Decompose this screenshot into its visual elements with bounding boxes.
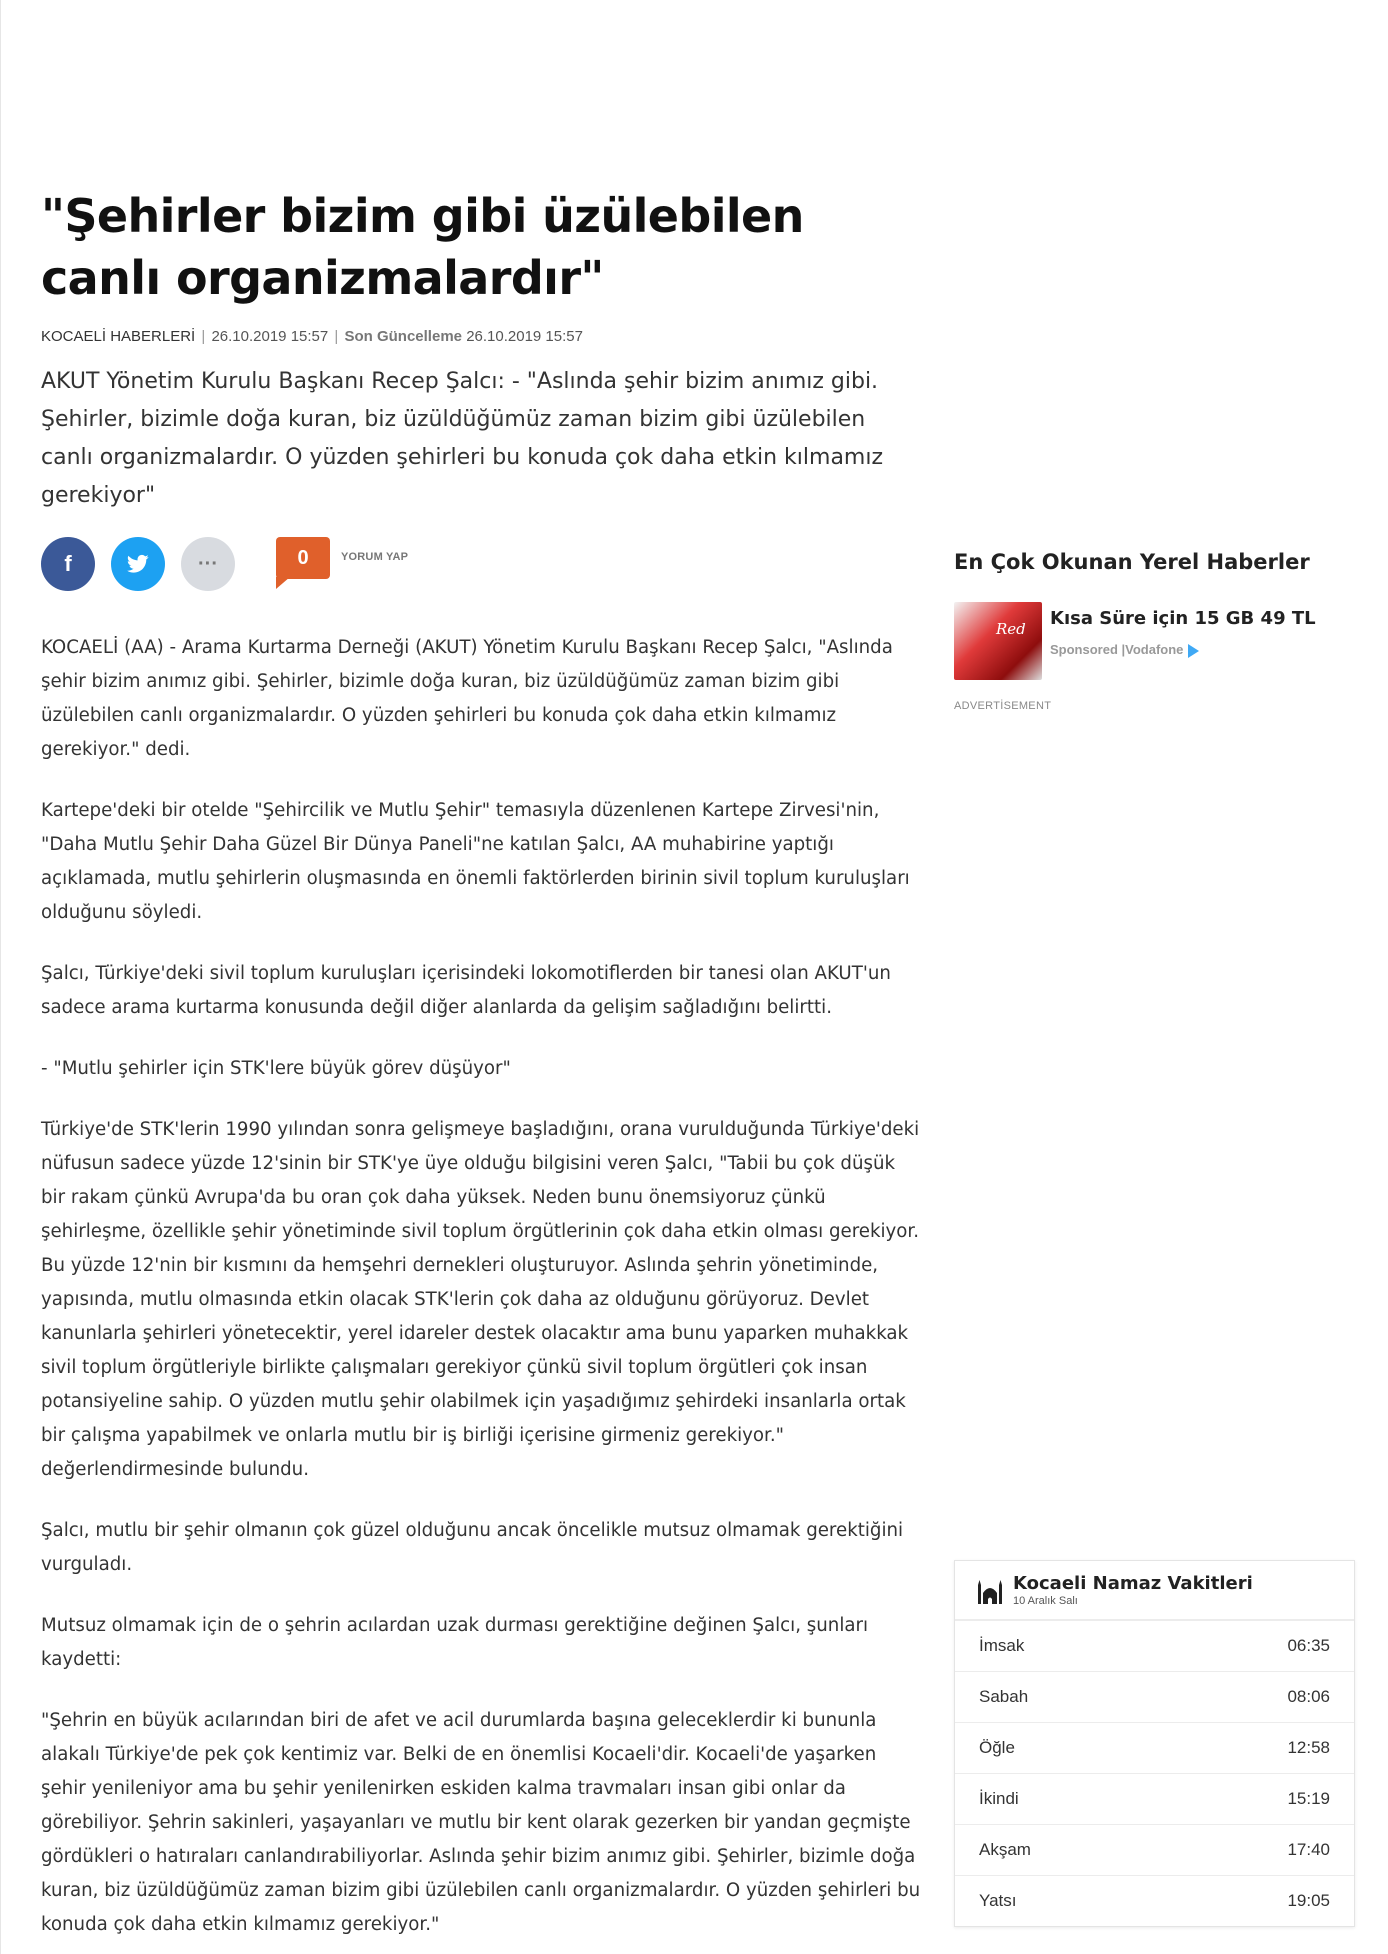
prayer-times-header — [955, 1561, 1354, 1621]
prayer-times-widget — [954, 1560, 1355, 1927]
prayer-row — [955, 1825, 1354, 1876]
prayer-row — [955, 1774, 1354, 1825]
prayer-name: Sabah — [979, 1687, 1029, 1706]
comment-link[interactable]: YORUM YAP — [341, 551, 409, 563]
prayer-time: 15:19 — [1287, 1789, 1330, 1808]
article-subheading: - "Mutlu şehirler için STK'lere büyük görev düşüyor" — [41, 1058, 511, 1079]
ad-sponsor-text: Sponsored |Vodafone — [1050, 642, 1184, 657]
sidebar — [954, 550, 1354, 712]
mosque-icon — [977, 1579, 1003, 1605]
ad-thumbnail[interactable] — [954, 602, 1042, 680]
updated-label: Son Güncelleme — [344, 328, 463, 345]
article-paragraph: Şalcı, Türkiye'deki sivil toplum kuruluşları içerisindeki lokomotiflerden bir tanesi olan AKUT'un sadece arama kurtarma konusunda değil diğer alanlarda da gelişim sağladığını belirtti. — [41, 963, 891, 1018]
article-body — [41, 631, 921, 1942]
article-paragraph: Mutsuz olmamak için de o şehrin acılardan uzak durması gerektiğine değinen Şalcı, şunları kaydetti: — [41, 1615, 869, 1670]
article-paragraph: KOCAELİ (AA) - Arama Kurtarma Derneği (AKUT) Yönetim Kurulu Başkanı Recep Şalcı, "Aslında şehir bizim anımız gibi. Şehirler, bizimle doğa kuran, biz üzüldüğümüz zaman bizim gibi üzülebilen canlı organizmalardır. O yüzden şehirleri bu konuda çok daha etkin kılmamız gerekiyor." dedi. — [41, 637, 893, 760]
article-paragraph: Kartepe'deki bir otelde "Şehircilik ve Mutlu Şehir" temasıyla düzenlenen Kartepe Zirvesi'nin, "Daha Mutlu Şehir Daha Güzel Bir Dünya Paneli"ne katılan Şalcı, AA muhabirine yaptığı açıklamada, mutlu şehirlerin oluşmasında en önemli faktörlerden birinin sivil toplum kuruluşları olduğunu söyledi. — [41, 800, 910, 923]
prayer-time: 06:35 — [1287, 1636, 1330, 1655]
published-date: 26.10.2019 15:57 — [211, 328, 329, 345]
comment-count: 0 — [297, 546, 309, 569]
prayer-time: 12:58 — [1287, 1738, 1330, 1757]
share-bar — [41, 537, 921, 597]
prayer-name: Öğle — [979, 1738, 1015, 1757]
ad-choices-icon[interactable] — [1188, 644, 1199, 658]
article-paragraph: Şalcı, mutlu bir şehir olmanın çok güzel olduğunu ancak öncelikle mutsuz olmamak gerektiğini vurguladı. — [41, 1520, 904, 1575]
article-meta: KOCAELİ HABERLERİ | 26.10.2019 15:57 | Son Güncelleme 26.10.2019 15:57 — [41, 328, 583, 345]
facebook-share-button[interactable] — [41, 537, 95, 591]
ad-sponsor — [1050, 642, 1199, 658]
sponsored-ad[interactable] — [954, 602, 1354, 682]
advertisement-label: ADVERTİSEMENT — [954, 700, 1052, 712]
prayer-row — [955, 1672, 1354, 1723]
more-icon: ··· — [198, 552, 218, 575]
updated-date: 26.10.2019 15:57 — [466, 328, 583, 345]
prayer-times-title: Kocaeli Namaz Vakitleri — [1013, 1573, 1253, 1594]
article-title: "Şehirler bizim gibi üzülebilen canlı organizmalardır" — [41, 189, 804, 305]
ad-title-link[interactable]: Kısa Süre için 15 GB 49 TL — [1050, 608, 1316, 629]
prayer-time: 19:05 — [1287, 1891, 1330, 1910]
prayer-row — [955, 1621, 1354, 1672]
category-link[interactable]: KOCAELİ HABERLERİ — [41, 328, 196, 345]
prayer-name: Akşam — [979, 1840, 1031, 1859]
prayer-time: 08:06 — [1287, 1687, 1330, 1706]
prayer-name: İkindi — [979, 1789, 1019, 1808]
prayer-time: 17:40 — [1287, 1840, 1330, 1859]
ad-logo: Red — [996, 620, 1026, 638]
article-paragraph: Türkiye'de STK'lerin 1990 yılından sonra gelişmeye başladığını, orana vurulduğunda Türkiye'deki nüfusun sadece yüzde 12'sinin bir STK'ye üye olduğu bilgisini veren Şalcı, "Tabii bu çok düşük bir rakam çünkü Avrupa'da bu oran çok daha yüksek. Neden bunu önemsiyoruz çünkü şehirleşme, özellikle şehir yönetiminde sivil toplum örgütlerinin çok daha etkin olması gerekiyor. Bu yüzde 12'nin bir kısmını da hemşehri dernekleri oluşturuyor. Aslında şehrin yönetiminde, yapısında, mutlu olmasında etkin olacak STK'lerin çok daha az olduğunu görüyoruz. Devlet kanunlarla şehirleri yönetecektir, yerel idareler destek olacaktır ama bunu yaparken muhakkak sivil toplum örgütleriyle birlikte çalışmaları gerekiyor çünkü sivil toplum örgütleri çok insan potansiyeline sahip. O yüzden mutlu şehir olabilmek için yaşadığımız şehirdeki insanlarla ortak bir çalışma yapabilmek ve onlarla mutlu bir iş birliği içerisine girmeniz gerekiyor." değerlendirmesinde bulundu. — [41, 1119, 920, 1480]
facebook-icon: f — [64, 551, 72, 576]
popular-news-title: En Çok Okunan Yerel Haberler — [954, 550, 1310, 574]
article-main — [41, 185, 921, 1954]
prayer-times-date: 10 Aralık Salı — [1013, 1595, 1078, 1607]
comment-count-badge[interactable] — [276, 537, 330, 579]
prayer-name: İmsak — [979, 1636, 1025, 1655]
twitter-share-button[interactable] — [111, 537, 165, 591]
more-share-button[interactable] — [181, 537, 235, 591]
article-paragraph: "Şehrin en büyük acılarından biri de afet ve acil durumlarda başına geleceklerdir ki bununla alakalı Türkiye'de pek çok kentimiz var. Belki de en önemlisi Kocaeli'dir. Kocaeli'de yaşarken şehir yenileniyor ama bu şehir yenilenirken eskiden kalma travmaları insan gibi onlar da görebiliyor. Şehrin sakinleri, yaşayanları ve mutlu bir kent olarak gezerken bir yandan geçmişte gördükleri o hatıraları canlandırabiliyorlar. Aslında şehir bizim anımız gibi. Şehirler, bizimle doğa kuran, biz üzüldüğümüz zaman bizim gibi üzülebilen canlı organizmalardır. O yüzden şehirleri bu konuda çok daha etkin kılmamız gerekiyor." — [41, 1710, 921, 1935]
prayer-row — [955, 1876, 1354, 1926]
prayer-row — [955, 1723, 1354, 1774]
prayer-name: Yatsı — [979, 1891, 1017, 1910]
article-summary: AKUT Yönetim Kurulu Başkanı Recep Şalcı: - "Aslında şehir bizim anımız gibi. Şehirler, bizimle doğa kuran, biz üzüldüğümüz zaman bizim gibi üzülebilen canlı organizmalardır. O yüzden şehirleri bu konuda çok daha etkin kılmamız gerekiyor" — [41, 369, 884, 508]
twitter-icon — [127, 554, 149, 574]
